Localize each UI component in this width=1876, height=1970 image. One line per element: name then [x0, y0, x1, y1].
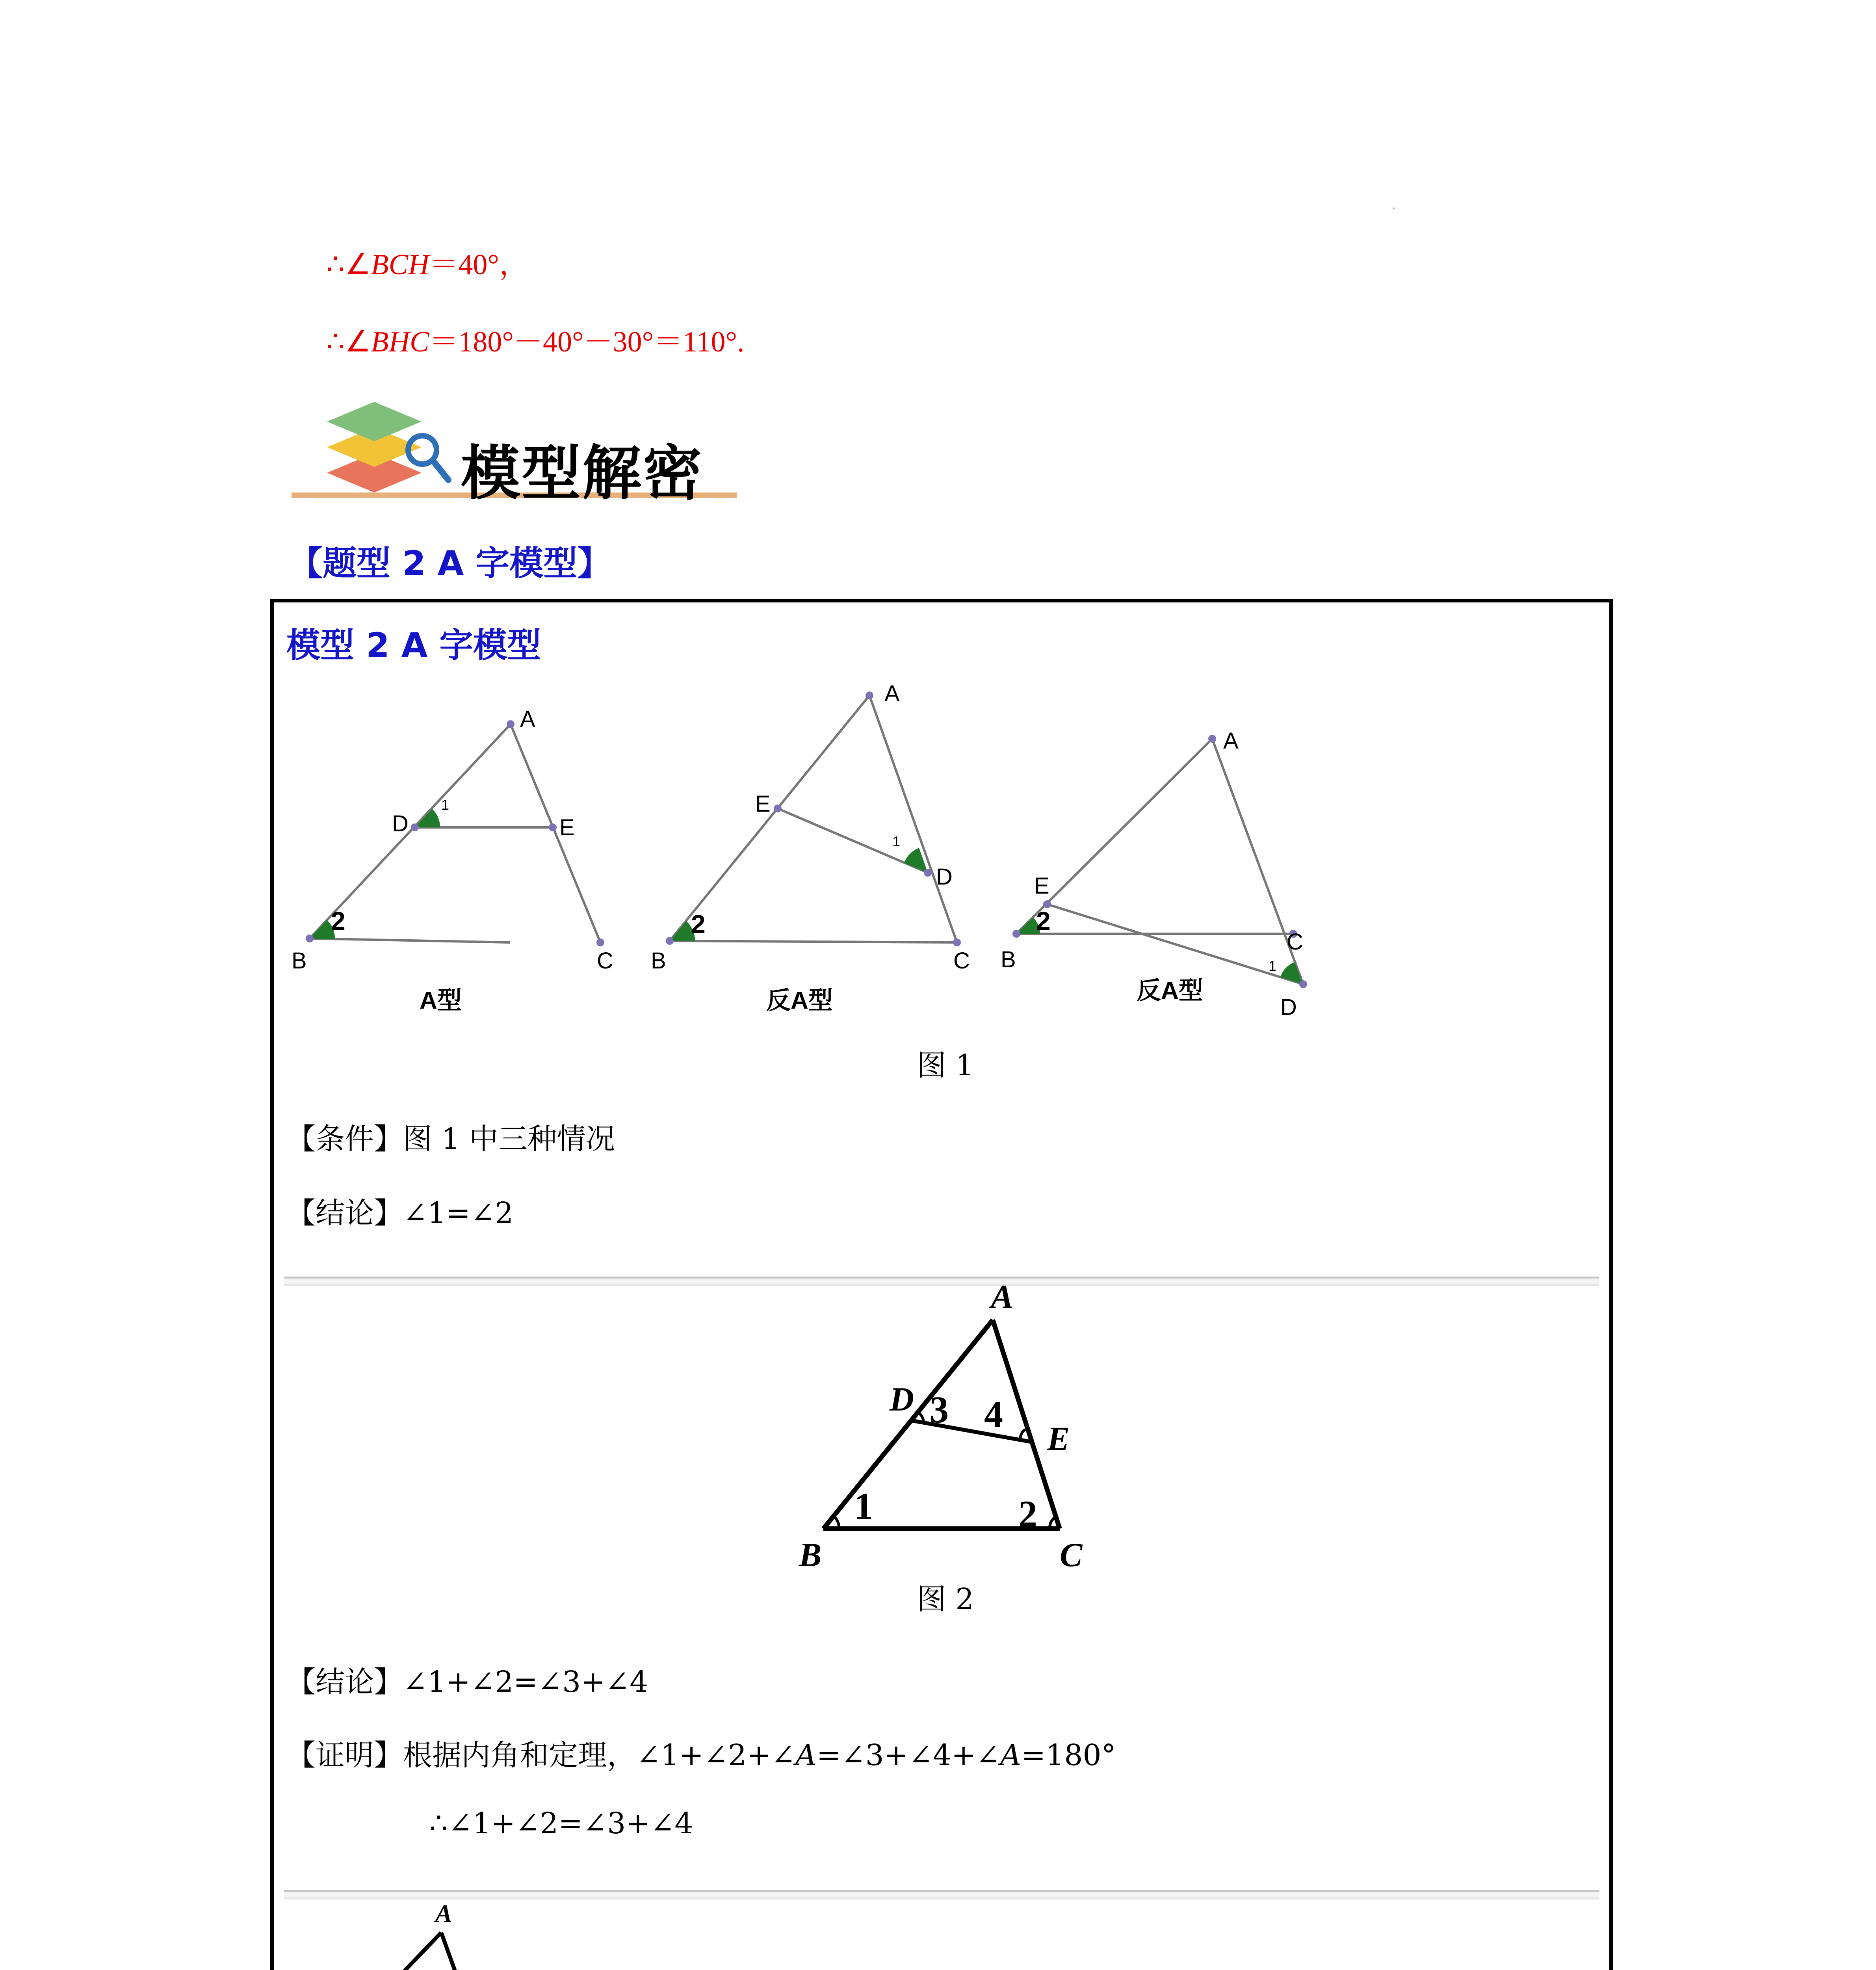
proof-2-therefore: ∴∠1+∠2=∠3+∠4 [429, 1806, 693, 1840]
fig1b-label-B: B [651, 948, 666, 974]
fig2-label-E: E [1047, 1420, 1070, 1457]
model-title: 模型 2 A 字模型 [286, 626, 541, 665]
figure-3-diagram [284, 1891, 559, 1970]
proof-2-text-c: =180° [1021, 1738, 1116, 1772]
figure-1-diagram [284, 678, 1347, 1032]
proof-2-text-b: =∠3+∠4+∠ [816, 1738, 1000, 1772]
fig2-angle-1: 1 [854, 1485, 873, 1527]
fig1b-angle-2: 2 [691, 909, 706, 939]
fig1c-label-B: B [1001, 947, 1016, 972]
fig2-label-B: B [799, 1536, 822, 1574]
conclusion-1-tag: 【结论】 [286, 1196, 403, 1230]
fig1c-angle-2: 2 [1036, 906, 1051, 935]
fig1b-label-E: E [755, 791, 771, 817]
fig2-label-C: C [1060, 1536, 1083, 1574]
fig1-reverse-a-type-2 [1001, 728, 1307, 1020]
condition-text: 图 1 中三种情况 [403, 1122, 615, 1156]
model-banner [292, 378, 745, 520]
fig2-angle-3: 3 [930, 1388, 949, 1431]
condition-tag: 【条件】 [286, 1122, 403, 1156]
fig1-subcaption-c: 反A型 [1137, 977, 1203, 1004]
section-heading: 【题型 2 A 字模型】 [289, 544, 611, 583]
figure-1-caption: 图 1 [917, 1048, 974, 1082]
solution-line-1-var: BCH [371, 249, 429, 281]
fig1-label-A: A [520, 706, 535, 732]
fig2-angle-2: 2 [1018, 1493, 1037, 1535]
fig1-a-type [292, 706, 613, 1014]
fig1-reverse-a-type [651, 681, 970, 1014]
fig1-label-B: B [292, 948, 307, 974]
conclusion-2-tag: 【结论】 [286, 1665, 403, 1699]
fig1b-label-A: A [884, 681, 900, 706]
conclusion-2-line [286, 1659, 648, 1701]
fig1-subcaption-b: 反A型 [766, 987, 833, 1014]
solution-line-1-prefix: ∴∠ [326, 249, 371, 281]
fig1-label-C: C [597, 948, 613, 974]
header-dot: . [1392, 198, 1396, 212]
fig2-label-A: A [991, 1278, 1014, 1316]
solution-line-1-rest: ＝40°， [429, 249, 529, 281]
fig3-label-A: A [435, 1899, 452, 1927]
solution-line-2-rest: ＝180°－40°－30°＝110°. [429, 326, 745, 358]
banner-title: 模型解密 [461, 439, 704, 508]
fig1b-label-C: C [953, 948, 970, 974]
figure-2-caption: 图 2 [917, 1582, 974, 1616]
fig1c-label-D: D [1280, 994, 1297, 1020]
proof-2-text-a: 根据内角和定理，∠1+∠2+∠ [403, 1738, 796, 1772]
proof-2-var-b: A [1000, 1738, 1022, 1772]
solution-line-2-var: BHC [371, 326, 429, 358]
fig1-label-D: D [392, 811, 409, 836]
condition-line [286, 1116, 615, 1158]
conclusion-1-text: ∠1=∠2 [403, 1196, 514, 1230]
figure-2-diagram [784, 1277, 1139, 1584]
fig2-angle-4: 4 [984, 1393, 1003, 1435]
fig1-angle-2: 2 [331, 906, 345, 935]
fig1c-label-E: E [1034, 873, 1049, 899]
fig1b-label-D: D [936, 864, 953, 890]
proof-2-tag: 【证明】 [286, 1738, 403, 1772]
solution-line-2-prefix: ∴∠ [326, 326, 371, 358]
fig1-subcaption-a: A型 [420, 987, 462, 1014]
conclusion-1-line [286, 1190, 513, 1232]
fig2-label-D: D [890, 1380, 914, 1418]
solution-line-1 [326, 241, 528, 283]
proof-2-var-a: A [795, 1738, 817, 1772]
fig1c-label-A: A [1223, 728, 1239, 754]
fig1b-angle-1: 1 [892, 833, 901, 849]
conclusion-2-text: ∠1+∠2=∠3+∠4 [403, 1665, 648, 1699]
solution-line-2 [326, 318, 745, 360]
fig1c-label-C: C [1287, 929, 1303, 955]
fig1c-angle-1: 1 [1269, 958, 1277, 974]
fig1-label-E: E [559, 815, 575, 840]
proof-2-line [286, 1732, 1116, 1774]
fig1-angle-1: 1 [441, 797, 449, 813]
